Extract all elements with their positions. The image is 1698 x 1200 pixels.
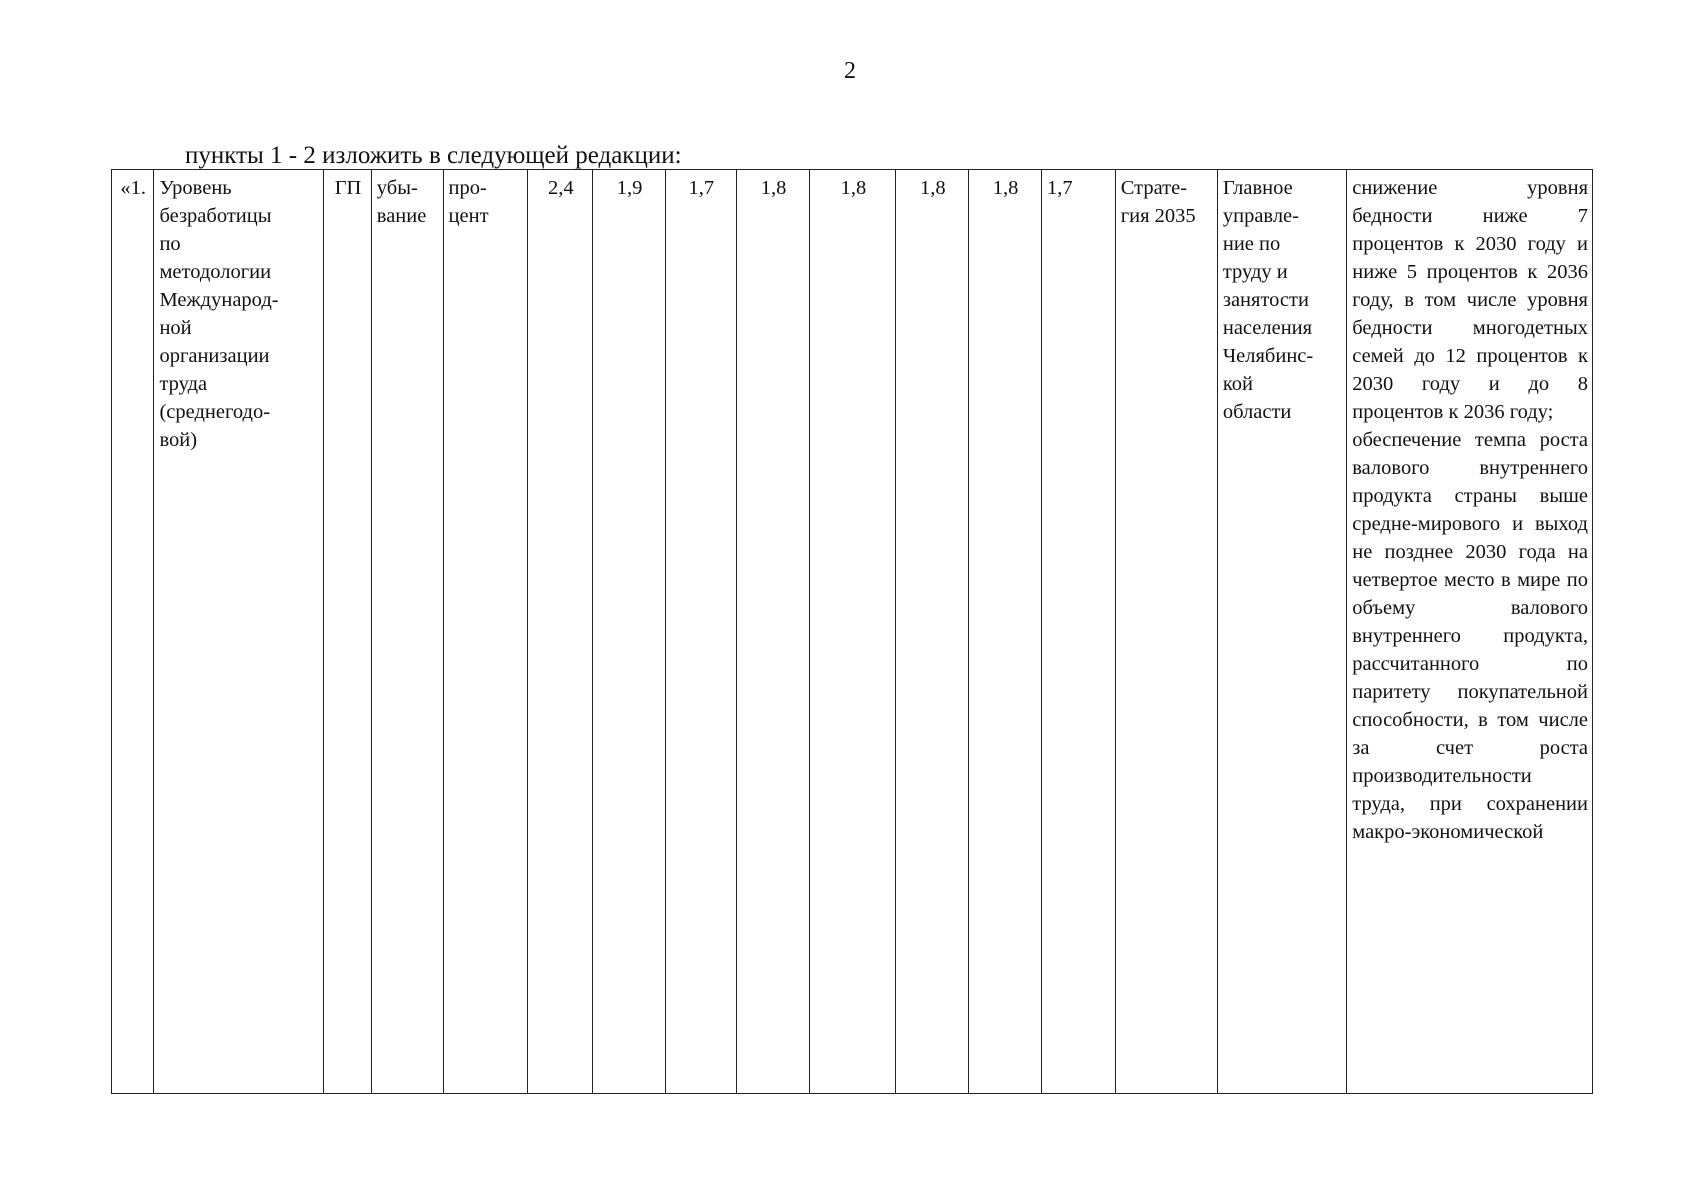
page-number — [0, 58, 1698, 85]
strategy-document: Страте- гия 2035 — [1115, 170, 1217, 1094]
intro-text: пункты 1 - 2 изложить в следующей редакции: — [185, 142, 682, 169]
value-cell: 1,8 — [969, 170, 1042, 1094]
value-cell: 1,8 — [896, 170, 969, 1094]
indicator-name: Уровень безработицы по методологии Международ- ной организации труда (среднегодо- вой) — [154, 170, 324, 1094]
row-number: «1. — [112, 170, 154, 1094]
unit: про- цент — [443, 170, 528, 1094]
value-cell: 1,9 — [593, 170, 666, 1094]
value-cell: 1,7 — [665, 170, 736, 1094]
value-cell: 2,4 — [528, 170, 593, 1094]
national-goals-text: снижение уровня бедности ниже 7 процентов к 2030 году и ниже 5 процентов к 2036 году, в том числе уровня бедности многодетных семей до 12 процентов к 2030 году и до 8 процентов к 2036 году; обеспечение темпа роста валового внутреннего продукта страны выше средне-мирового и выход не позднее 2030 года на четвертое место в мире по объему валового внутреннего продукта, рассчитанного по паритету покупательной способности, в том числе за счет роста производительности труда, при сохранении макро-экономической — [1352, 177, 1588, 843]
indicators-table — [111, 169, 1593, 1094]
value-cell: 1,8 — [810, 170, 896, 1094]
direction: убы- вание — [371, 170, 443, 1094]
source-type: ГП — [324, 170, 372, 1094]
responsible-body: Главное управле- ние по труду и занятости населения Челябинс- кой области — [1217, 170, 1346, 1094]
value-cell: 1,7 — [1041, 170, 1115, 1094]
table-row — [112, 170, 1593, 1094]
page-number-text: 2 — [844, 58, 856, 84]
national-goals — [1347, 170, 1593, 1094]
value-cell: 1,8 — [736, 170, 810, 1094]
